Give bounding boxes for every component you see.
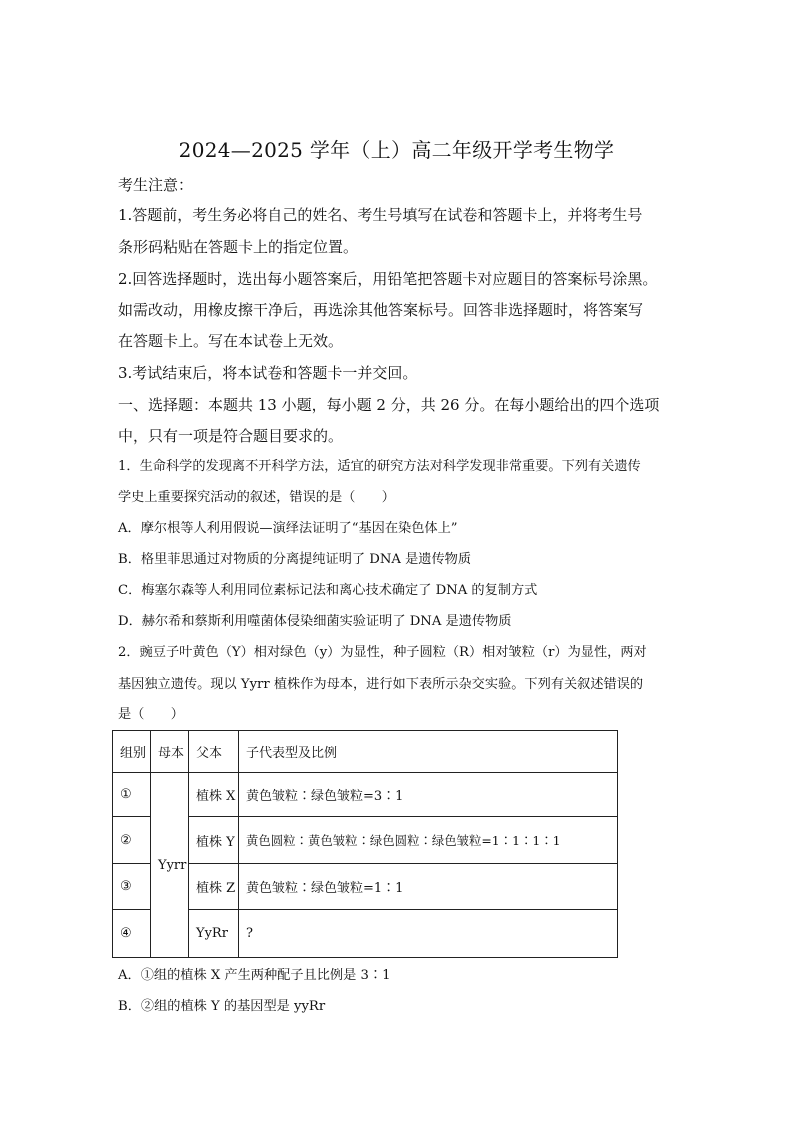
q2-stem: 2．豌豆子叶黄色（Y）相对绿色（y）为显性，种子圆粒（R）相对皱粒（r）为显性，两对 [118,645,647,660]
header-cell: 组别 [113,731,151,773]
section-heading: 中，只有一项是符合题目要求的。 [118,427,344,445]
group-cell: ② [113,817,151,864]
offspring-cell: 黄色圆粒∶黄色皱粒∶绿色圆粒∶绿色皱粒=1∶1∶1∶1 [239,817,618,864]
table-header-row [113,731,618,773]
q2-option-a: A．①组的植株 X 产生两种配子且比例是 3∶1 [118,968,391,983]
q1-stem: 1．生命科学的发现离不开科学方法，适宜的研究方法对科学发现非常重要。下列有关遗传 [118,459,641,474]
q1-option-c: C．梅塞尔森等人利用同位素标记法和离心技术确定了 DNA 的复制方式 [118,583,538,598]
mother-cell: Yyrr [151,773,189,958]
page-title: 2024—2025 学年（上）高二年级开学考生物学 [178,138,615,162]
header-cell: 母本 [151,731,189,773]
notice-line: 1.答题前，考生务必将自己的姓名、考生号填写在试卷和答题卡上，并将考生号 [118,206,643,224]
father-cell: 植株 Z [189,864,239,910]
notice-line: 2.回答选择题时，选出每小题答案后，用铅笔把答题卡对应题目的答案标号涂黑。 [118,270,658,288]
q1-option-d: D．赫尔希和蔡斯利用噬菌体侵染细菌实验证明了 DNA 是遗传物质 [118,614,512,629]
notice-line: 在答题卡上。写在本试卷上无效。 [118,332,344,350]
header-cell: 父本 [189,731,239,773]
father-cell: 植株 Y [189,817,239,864]
cross-table [112,730,618,958]
q2-stem: 是（ ） [118,707,184,722]
offspring-cell: 黄色皱粒∶绿色皱粒=1∶1 [239,864,618,910]
group-cell: ④ [113,910,151,958]
table-row [113,864,618,910]
q1-option-b: B．格里菲思通过对物质的分离提纯证明了 DNA 是遗传物质 [118,552,472,567]
q1-stem: 学史上重要探究活动的叙述，错误的是（ ） [118,490,395,505]
q2-stem: 基因独立遗传。现以 Yyrr 植株作为母本，进行如下表所示杂交实验。下列有关叙述错误的 [118,677,644,692]
table-row [113,817,618,864]
group-cell: ③ [113,864,151,910]
q2-option-b: B．②组的植株 Y 的基因型是 yyRr [118,999,326,1014]
q1-option-a: A．摩尔根等人利用假说—演绎法证明了“基因在染色体上” [118,521,458,536]
header-cell: 子代表型及比例 [239,731,618,773]
father-cell: 植株 X [189,773,239,817]
notice-line: 如需改动，用橡皮擦干净后，再选涂其他答案标号。回答非选择题时，将答案写 [118,301,644,319]
table-row [113,910,618,958]
offspring-cell: ? [239,910,618,958]
offspring-cell: 黄色皱粒∶绿色皱粒=3∶1 [239,773,618,817]
table-row [113,773,618,817]
section-heading: 一、选择题：本题共 13 小题，每小题 2 分，共 26 分。在每小题给出的四个选项 [118,396,660,414]
notice-heading: 考生注意： [118,176,194,194]
group-cell: ① [113,773,151,817]
notice-line: 3.考试结束后，将本试卷和答题卡一并交回。 [118,364,418,382]
father-cell: YyRr [189,910,239,958]
notice-line: 条形码粘贴在答题卡上的指定位置。 [118,238,359,256]
